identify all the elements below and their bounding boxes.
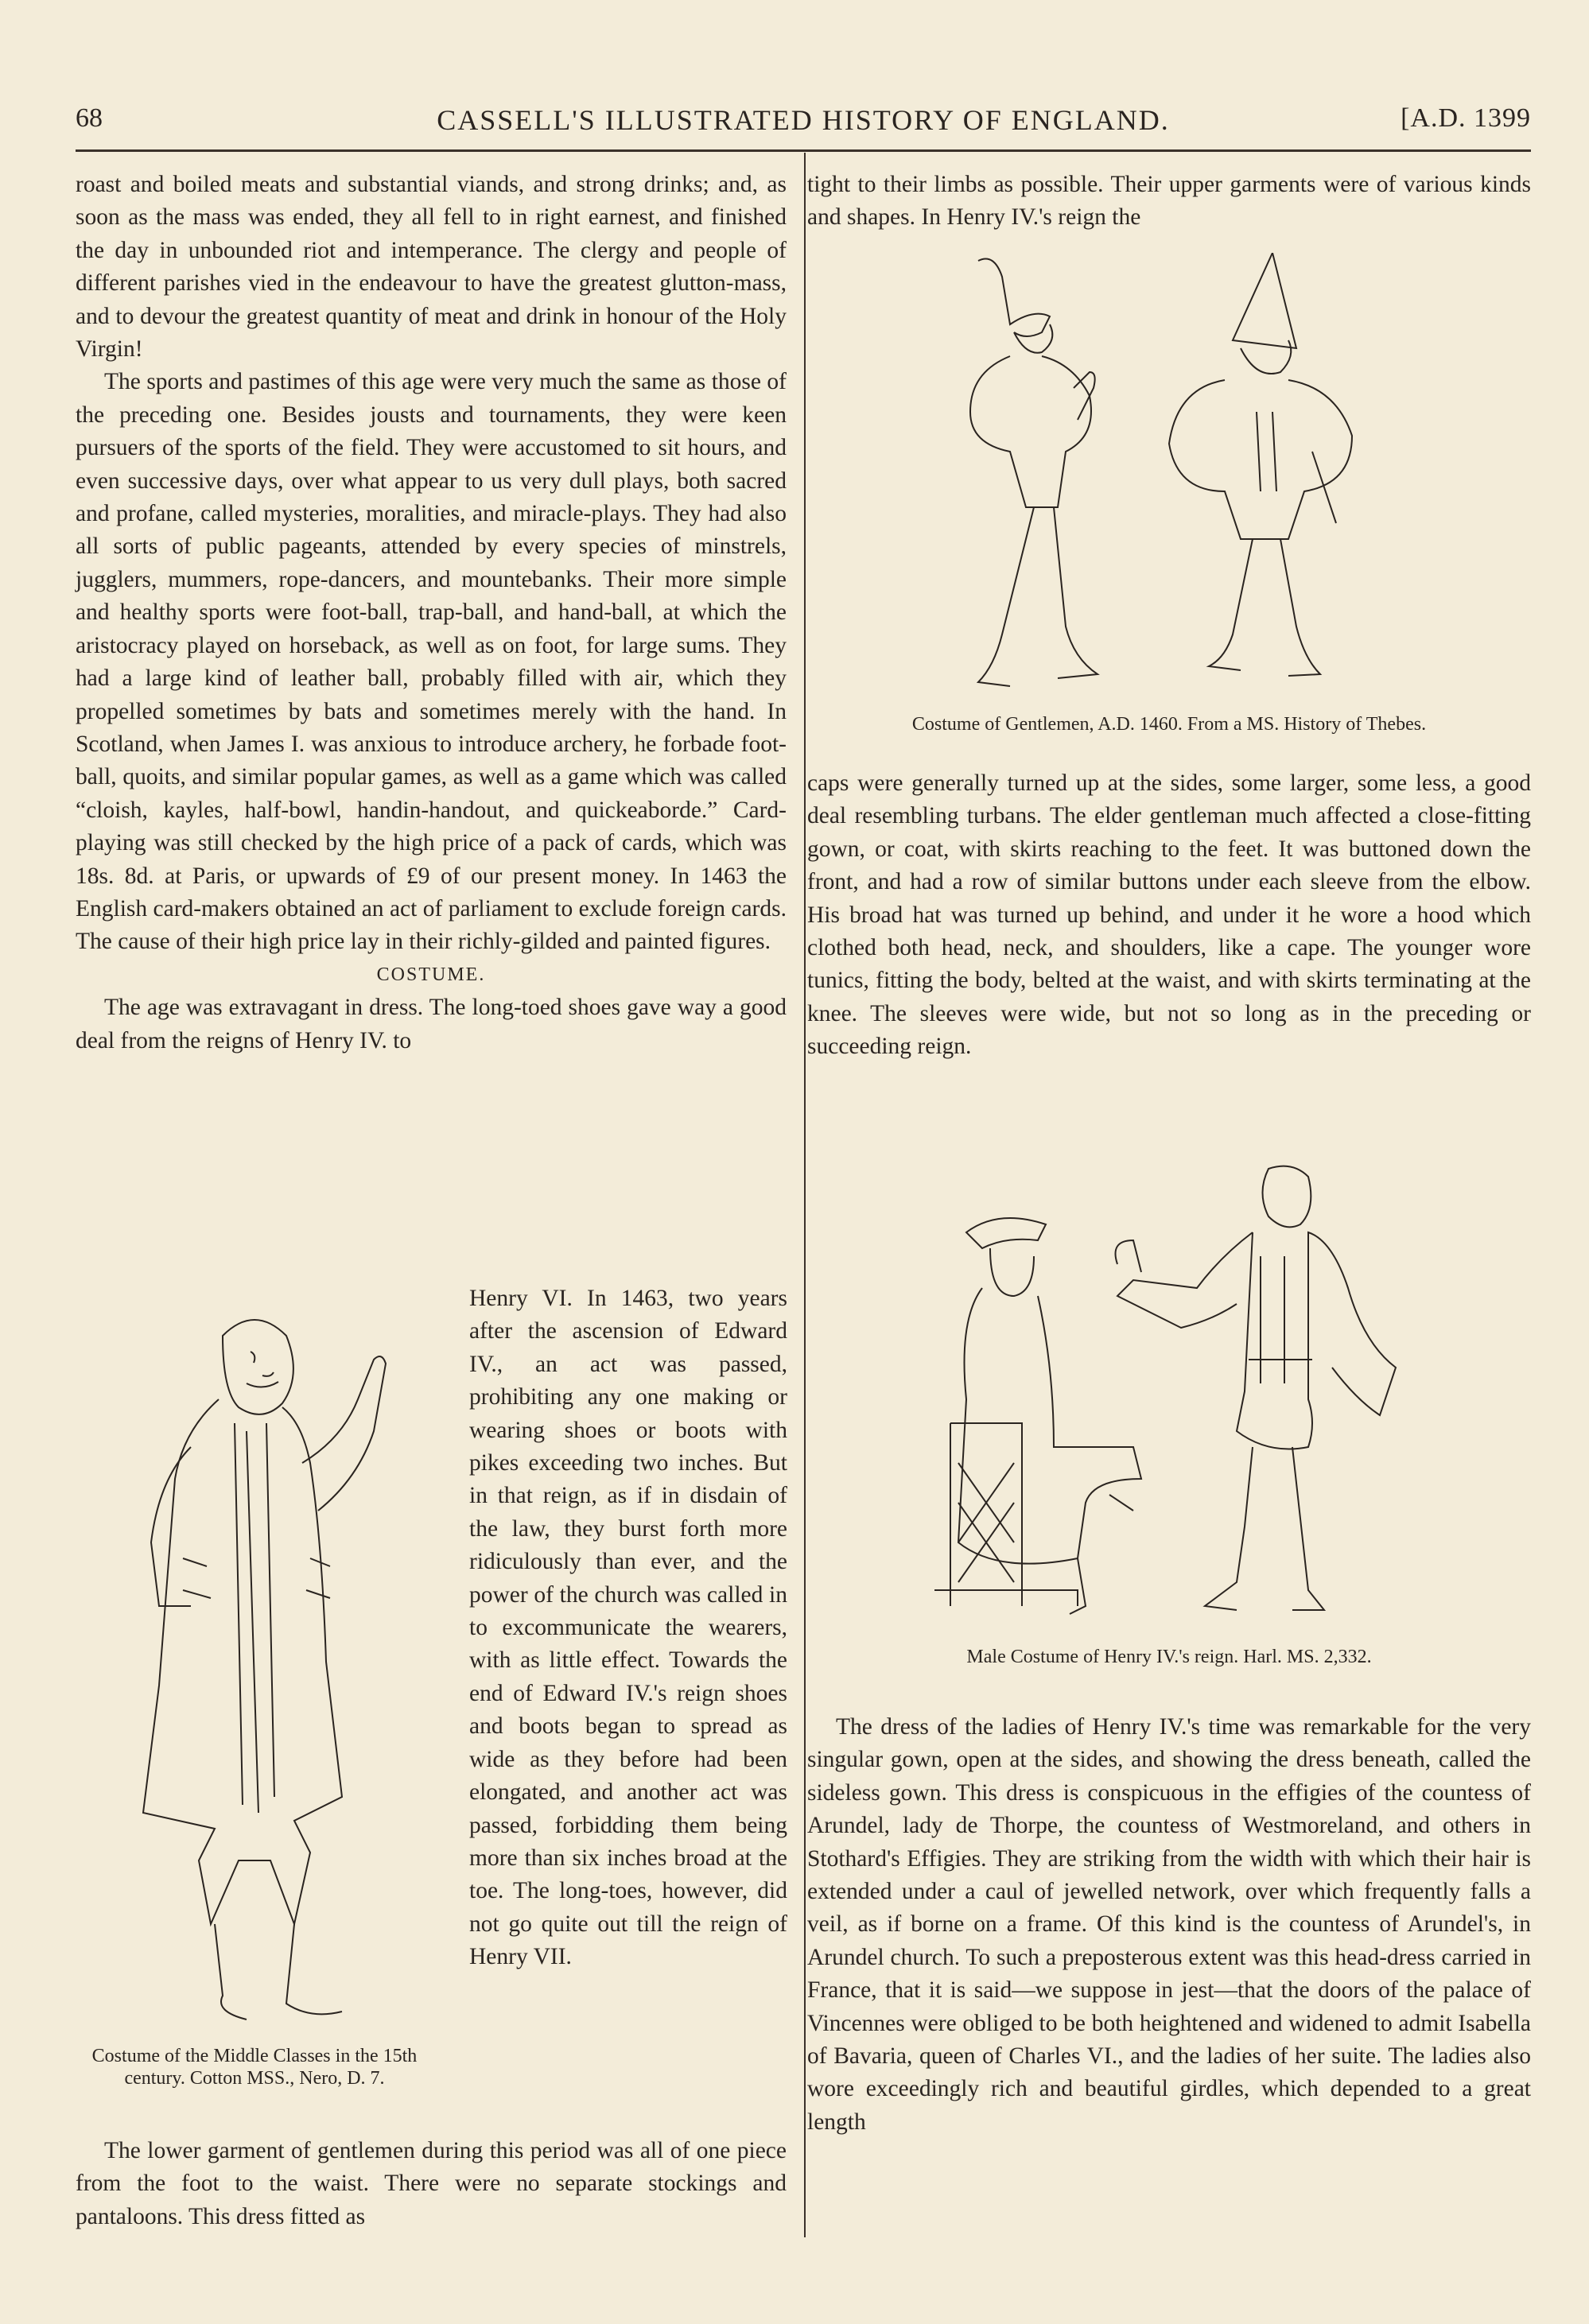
paragraph: The lower garment of gentlemen during this period was all of one piece from the foot to the waist. There were no separate stockings and pantaloons. This dress fitted as [76, 2138, 787, 2229]
illustration-middle-classes [103, 1304, 437, 2035]
figure-caption: Costume of Gentlemen, A.D. 1460. From a MS. History of Thebes. [911, 714, 1427, 735]
paragraph: tight to their limbs as possible. Their upper garments were of various kinds and shapes. In Henry IV.'s reign the [807, 172, 1531, 231]
paragraph: The age was extravagant in dress. The long-toed shoes gave way a good deal from the reigns of Henry IV. to [76, 995, 787, 1053]
left-column-bottom [76, 2135, 787, 2233]
date-marker: [A.D. 1399 [1401, 103, 1531, 133]
illustration-gentlemen [938, 253, 1416, 698]
paragraph: The sports and pastimes of this age were very much the same as those of the preceding one. Besides jousts and tournaments, they were keen pursuers of the sports of the field. They were accustomed to sit hours, and even successive days, over what appear to us very dull plays, both sacred and profane, called mysteries, moralities, and miracle-plays. They had also all sorts of public pageants, attended by every species of minstrels, jugglers, mummers, rope-dancers, and mountebanks. Their more simple and healthy sports were foot-ball, trap-ball, and hand-ball, at which the aristocracy played on horseback, as well as on foot, for large sums. They had a large kind of leather ball, probably filled with air, which they propelled sometimes by bats and sometimes merely with the hand. In Scotland, when James I. was anxious to introduce archery, he forbade foot-ball, quoits, and similar popular games, as well as a game which was called “cloish, kayles, half-bowl, handin-handout, and quickeaborde.” Card-playing was still checked by the high price of a pack of cards, which was 18s. 8d. at Paris, or upwards of £9 of our present money. In 1463 the English card-makers obtained an act of parliament to exclude foreign cards. The cause of their high price lay in their richly-gilded and painted figures. [76, 369, 787, 955]
right-column-middle [807, 767, 1531, 1064]
section-heading: COSTUME. [376, 964, 486, 985]
paragraph: The dress of the ladies of Henry IV.'s time was remarkable for the very singular gown, open at the sides, and showing the dress beneath, called the sideless gown. This dress is conspicuous in the effigies of the countess of Arundel, lady de Thorpe, the countess of Westmoreland, and others in Stothard's Effigies. They are striking from the width with which their hair is extended under a caul of jewelled network, over which frequently falls a veil, as if borne on a frame. Of this kind is the countess of Arundel's, in Arundel church. To such a preposterous extent was this head-dress carried in France, that it is said—we suppose in jest—that the doors of the palace of Vincennes were obliged to be both heightened and widened to admit Isabella of Bavaria, queen of Charles VI., and the ladies of her suite. The ladies also wore exceedingly rich and beautiful girdles, which depended to a great length [807, 1714, 1531, 2135]
page-number: 68 [76, 103, 103, 133]
left-column-top [76, 169, 787, 1057]
paragraph: Henry VI. In 1463, two years after the ascension of Edward IV., an act was passed, prohibiting any one making or wearing shoes or boots with pikes exceeding two inches. But in that reign, as if in disdain of the law, they burst forth more ridiculously than ever, and the power of the church was called in to excommunicate the wearers, with as little effect. Towards the end of Edward IV.'s reign shoes and boots began to spread as wide as they before had been elongated, and another act was passed, forbidding them being more than six inches broad at the toe. The long-toes, however, did not go quite out till the reign of Henry VII. [469, 1286, 787, 1970]
right-column-top [807, 169, 1531, 235]
running-header [76, 103, 1531, 151]
paragraph: caps were generally turned up at the sides, some larger, some less, a good deal resembling turbans. The elder gentleman much affected a close-fitting gown, or coat, with skirts reaching to the feet. It was buttoned down the front, and had a row of similar buttons under each sleeve from the elbow. His broad hat was turned up behind, and under it he wore a hood which clothed both head, neck, and shoulders, like a cape. The younger wore tunics, fitting the body, belted at the waist, and with skirts terminating at the knee. The sleeves were wide, but not so long as in the preceding or succeeding reign. [807, 770, 1531, 1060]
figure-caption: Costume of the Middle Classes in the 15th century. Cotton MSS., Nero, D. 7. [91, 2046, 418, 2089]
left-column-wrapped-text [469, 1282, 787, 1974]
paragraph: roast and boiled meats and substantial viands, and strong drinks; and, as soon as the mass was ended, they all fell to in right earnest, and finished the day in unbounded riot and intemperance. The clergy and people of different parishes vied in the endeavour to have the greatest glutton-mass, and to devour the greatest quantity of meat and drink in honour of the Holy Virgin! [76, 172, 787, 363]
header-rule [76, 149, 1531, 152]
illustration-henry-iv-costume [934, 1161, 1412, 1630]
figure-caption: Male Costume of Henry IV.'s reign. Harl. MS. 2,332. [966, 1647, 1372, 1667]
column-divider [804, 153, 806, 2237]
right-column-bottom [807, 1711, 1531, 2139]
page-title: CASSELL'S ILLUSTRATED HISTORY OF ENGLAND. [437, 104, 1170, 136]
